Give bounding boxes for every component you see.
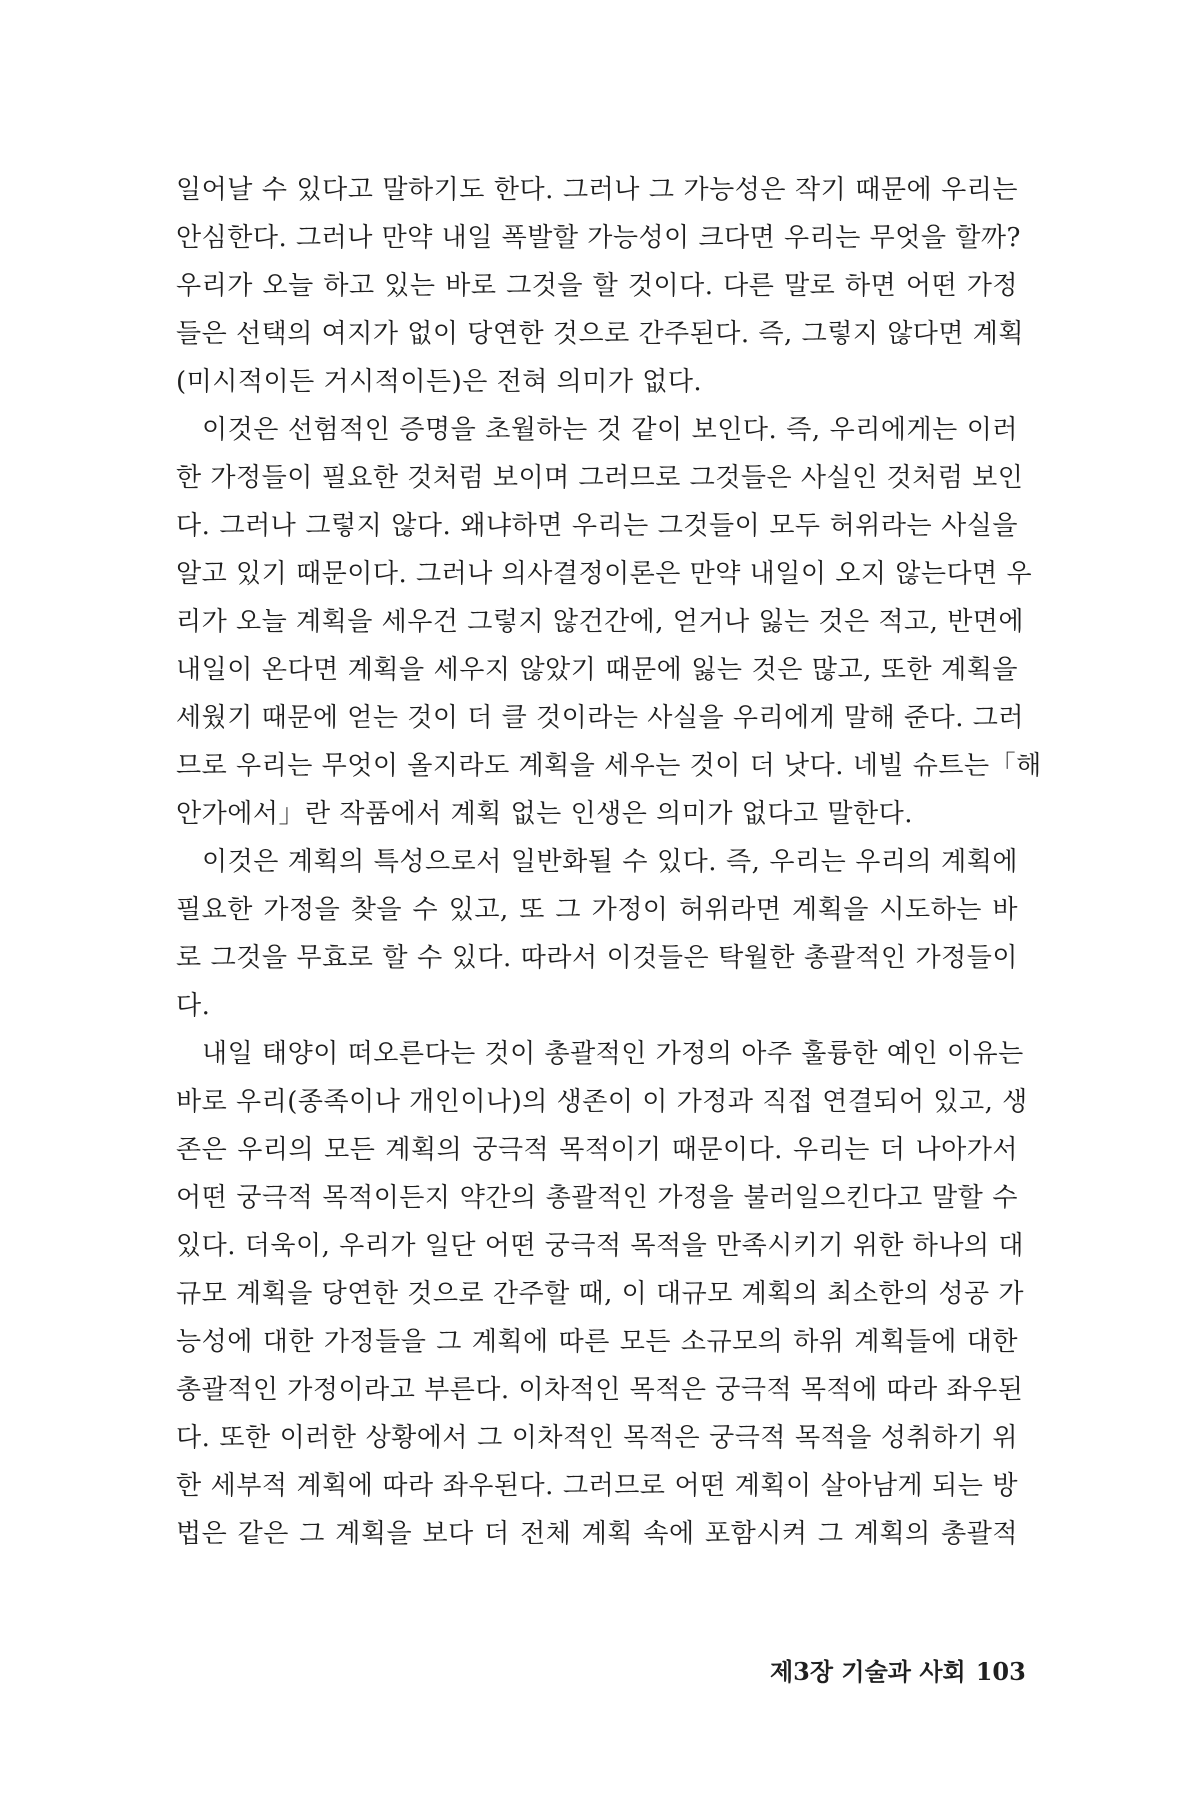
text-line: 다. 그러나 그렇지 않다. 왜냐하면 우리는 그것들이 모두 허위라는 사실을 <box>176 511 1018 541</box>
chapter-title: 제3장 기술과 사회 <box>770 1657 966 1686</box>
text-line: 어떤 궁극적 목적이든지 약간의 총괄적인 가정을 불러일으킨다고 말할 수 <box>176 1183 1018 1213</box>
text-line: 바로 우리(종족이나 개인이나)의 생존이 이 가정과 직접 연결되어 있고, 생 <box>176 1087 1028 1117</box>
text-line: 로 그것을 무효로 할 수 있다. 따라서 이것들은 탁월한 총괄적인 가정들이 <box>176 943 1018 973</box>
text-line: 우리가 오늘 하고 있는 바로 그것을 할 것이다. 다른 말로 하면 어떤 가정 <box>176 271 1018 301</box>
text-line: 다. 또한 이러한 상황에서 그 이차적인 목적은 궁극적 목적을 성취하기 위 <box>176 1423 1018 1453</box>
text-line: 필요한 가정을 찾을 수 있고, 또 그 가정이 허위라면 계획을 시도하는 바 <box>176 895 1018 925</box>
paragraph-start-line: 이것은 선험적인 증명을 초월하는 것 같이 보인다. 즉, 우리에게는 이러 <box>202 415 1018 445</box>
text-line: 한 가정들이 필요한 것처럼 보이며 그러므로 그것들은 사실인 것처럼 보인 <box>176 463 1024 493</box>
text-line: 알고 있기 때문이다. 그러나 의사결정이론은 만약 내일이 오지 않는다면 우 <box>176 559 1033 589</box>
text-line: (미시적이든 거시적이든)은 전혀 의미가 없다. <box>176 367 703 397</box>
text-line: 능성에 대한 가정들을 그 계획에 따른 모든 소규모의 하위 계획들에 대한 <box>176 1327 1018 1357</box>
text-line: 안가에서」란 작품에서 계획 없는 인생은 의미가 없다고 말한다. <box>176 799 914 829</box>
body-text <box>176 166 1042 1558</box>
page-number: 103 <box>975 1657 1026 1686</box>
text-line: 존은 우리의 모든 계획의 궁극적 목적이기 때문이다. 우리는 더 나아가서 <box>176 1135 1018 1165</box>
text-line: 법은 같은 그 계획을 보다 더 전체 계획 속에 포함시켜 그 계획의 총괄적 <box>176 1519 1018 1549</box>
text-line: 규모 계획을 당연한 것으로 간주할 때, 이 대규모 계획의 최소한의 성공 가 <box>176 1279 1025 1309</box>
text-line: 다. <box>176 991 211 1021</box>
text-line: 리가 오늘 계획을 세우건 그렇지 않건간에, 얻거나 잃는 것은 적고, 반면에 <box>176 607 1025 637</box>
text-line: 일어날 수 있다고 말하기도 한다. 그러나 그 가능성은 작기 때문에 우리는 <box>176 175 1018 205</box>
paragraph-start-line: 이것은 계획의 특성으로서 일반화될 수 있다. 즉, 우리는 우리의 계획에 <box>202 847 1018 877</box>
text-line: 총괄적인 가정이라고 부른다. 이차적인 목적은 궁극적 목적에 따라 좌우된 <box>176 1375 1024 1405</box>
page-footer <box>770 1652 1026 1687</box>
text-line: 한 세부적 계획에 따라 좌우된다. 그러므로 어떤 계획이 살아남게 되는 방 <box>176 1471 1018 1501</box>
text-line: 내일이 온다면 계획을 세우지 않았기 때문에 잃는 것은 많고, 또한 계획을 <box>176 655 1018 685</box>
text-line: 세웠기 때문에 얻는 것이 더 클 것이라는 사실을 우리에게 말해 준다. 그러 <box>176 703 1025 733</box>
text-line: 들은 선택의 여지가 없이 당연한 것으로 간주된다. 즉, 그렇지 않다면 계획 <box>176 319 1025 349</box>
text-line: 므로 우리는 무엇이 올지라도 계획을 세우는 것이 더 낫다. 네빌 슈트는「해 <box>176 751 1042 781</box>
text-line: 안심한다. 그러나 만약 내일 폭발할 가능성이 크다면 우리는 무엇을 할까? <box>176 223 1021 253</box>
paragraph-start-line: 내일 태양이 떠오른다는 것이 총괄적인 가정의 아주 훌륭한 예인 이유는 <box>202 1039 1024 1069</box>
text-line: 있다. 더욱이, 우리가 일단 어떤 궁극적 목적을 만족시키기 위한 하나의 대 <box>176 1231 1025 1261</box>
